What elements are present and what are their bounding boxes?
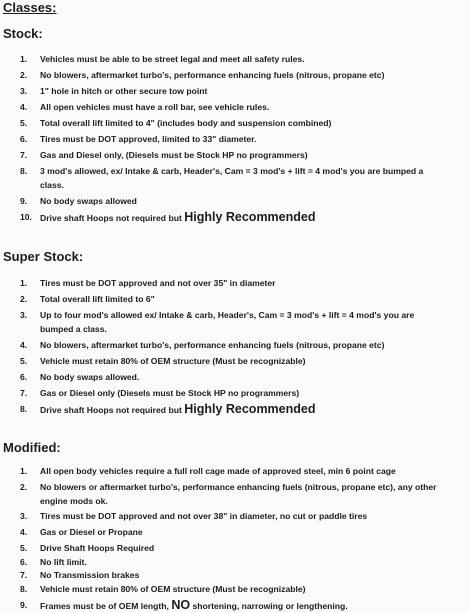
item-text: Gas or Diesel only (Diesels must be Stock HP no programmers)	[40, 388, 300, 398]
item-text: Drive Shaft Hoops Required	[40, 542, 155, 553]
item-text: Total overall lift limited to 6"	[40, 294, 155, 304]
item-number: 10.	[20, 212, 32, 222]
item-number: 1.	[20, 54, 28, 64]
item-text	[40, 404, 315, 417]
item-text: No blowers, aftermarket turbo's, performance enhancing fuels (nitrous, propane etc)	[40, 70, 385, 80]
highly-recommended-text: Highly Recommended	[184, 402, 316, 416]
item-text: Tires must be DOT approved and not over 35" in diameter	[40, 278, 276, 288]
item-text: Tires must be DOT approved and not over 38" in diameter, no cut or paddle tires	[40, 511, 368, 522]
item-text: No blowers or aftermarket turbo's, performance enhancing fuels (nitrous, propane etc), any other	[40, 481, 437, 492]
item-text: Vehicles must be able to be street legal and meet all safety rules.	[40, 54, 305, 64]
item-number: 6.	[20, 556, 28, 567]
modified-heading: Modified:	[3, 440, 61, 455]
item-text: No lift limit.	[40, 556, 87, 567]
item-text: 3 mod's allowed, ex/ Intake & carb, Header's, Cam = 3 mod's + lift = 4 mod's you are bumped a	[40, 166, 424, 176]
item-text: Vehicle must retain 80% of OEM structure (Must be recognizable)	[40, 584, 306, 595]
item-number: 6.	[20, 134, 28, 144]
classes-heading: Classes:	[3, 0, 57, 15]
item-text: Tires must be DOT approved, limited to 33" diameter.	[40, 134, 257, 144]
highly-recommended-text: Highly Recommended	[184, 210, 316, 224]
item-continuation: bumped a class.	[40, 324, 107, 334]
item-number: 2.	[20, 70, 28, 80]
item-number: 7.	[20, 388, 28, 398]
item-number: 9.	[20, 196, 28, 206]
item-number: 3.	[20, 511, 28, 522]
item-number: 6.	[20, 372, 28, 382]
item-number: 9.	[20, 600, 28, 610]
no-emphasis-text: NO	[171, 598, 191, 612]
item-number: 5.	[20, 542, 28, 553]
item-text	[40, 212, 315, 225]
item-text: Up to four mod's allowed ex/ Intake & carb, Header's, Cam = 3 mod's + lift = 4 mod's you are	[40, 310, 415, 320]
item-continuation: class.	[40, 180, 64, 190]
super-stock-heading: Super Stock:	[3, 249, 84, 264]
item-number: 8.	[20, 584, 28, 595]
item-number: 8.	[20, 404, 28, 414]
item-number: 4.	[20, 340, 28, 350]
item-number: 3.	[20, 310, 28, 320]
item-number: 2.	[20, 481, 28, 492]
item-number: 1.	[20, 278, 28, 288]
item-text: Gas or Diesel or Propane	[40, 527, 143, 538]
item-number: 4.	[20, 527, 28, 538]
item-text: No body swaps allowed.	[40, 372, 140, 382]
item-number: 3.	[20, 86, 28, 96]
stock-heading: Stock:	[3, 26, 43, 41]
item-text-main: Drive shaft Hoops not required but	[40, 213, 182, 223]
item-text-main: Drive shaft Hoops not required but	[40, 405, 182, 415]
item-number: 4.	[20, 102, 28, 112]
item-text	[40, 600, 348, 613]
item-text: No Transmission brakes	[40, 570, 140, 581]
item-number: 1.	[20, 466, 28, 476]
item-number: 7.	[20, 570, 28, 581]
item-continuation: engine mods ok.	[40, 495, 108, 506]
item-text-main: Frames must be of OEM length,	[40, 601, 169, 611]
item-number: 2.	[20, 294, 28, 304]
item-number: 5.	[20, 118, 28, 128]
item-text: No body swaps allowed	[40, 196, 137, 206]
item-text: All open vehicles must have a roll bar, see vehicle rules.	[40, 102, 270, 112]
item-number: 7.	[20, 150, 28, 160]
item-text-after: shortening, narrowing or lengthening.	[192, 601, 348, 611]
item-text: Gas and Diesel only, (Diesels must be Stock HP no programmers)	[40, 150, 308, 160]
item-number: 8.	[20, 166, 28, 176]
item-number: 5.	[20, 356, 28, 366]
item-text: Total overall lift limited to 4" (includes body and suspension combined)	[40, 118, 332, 128]
item-text: Vehicle must retain 80% of OEM structure (Must be recognizable)	[40, 356, 306, 366]
item-text: 1" hole in hitch or other secure tow point	[40, 86, 208, 96]
item-text: All open body vehicles require a full roll cage made of approved steel, min 6 point cage	[40, 466, 396, 476]
item-text: No blowers, aftermarket turbo's, performance enhancing fuels (nitrous, propane etc)	[40, 340, 385, 350]
